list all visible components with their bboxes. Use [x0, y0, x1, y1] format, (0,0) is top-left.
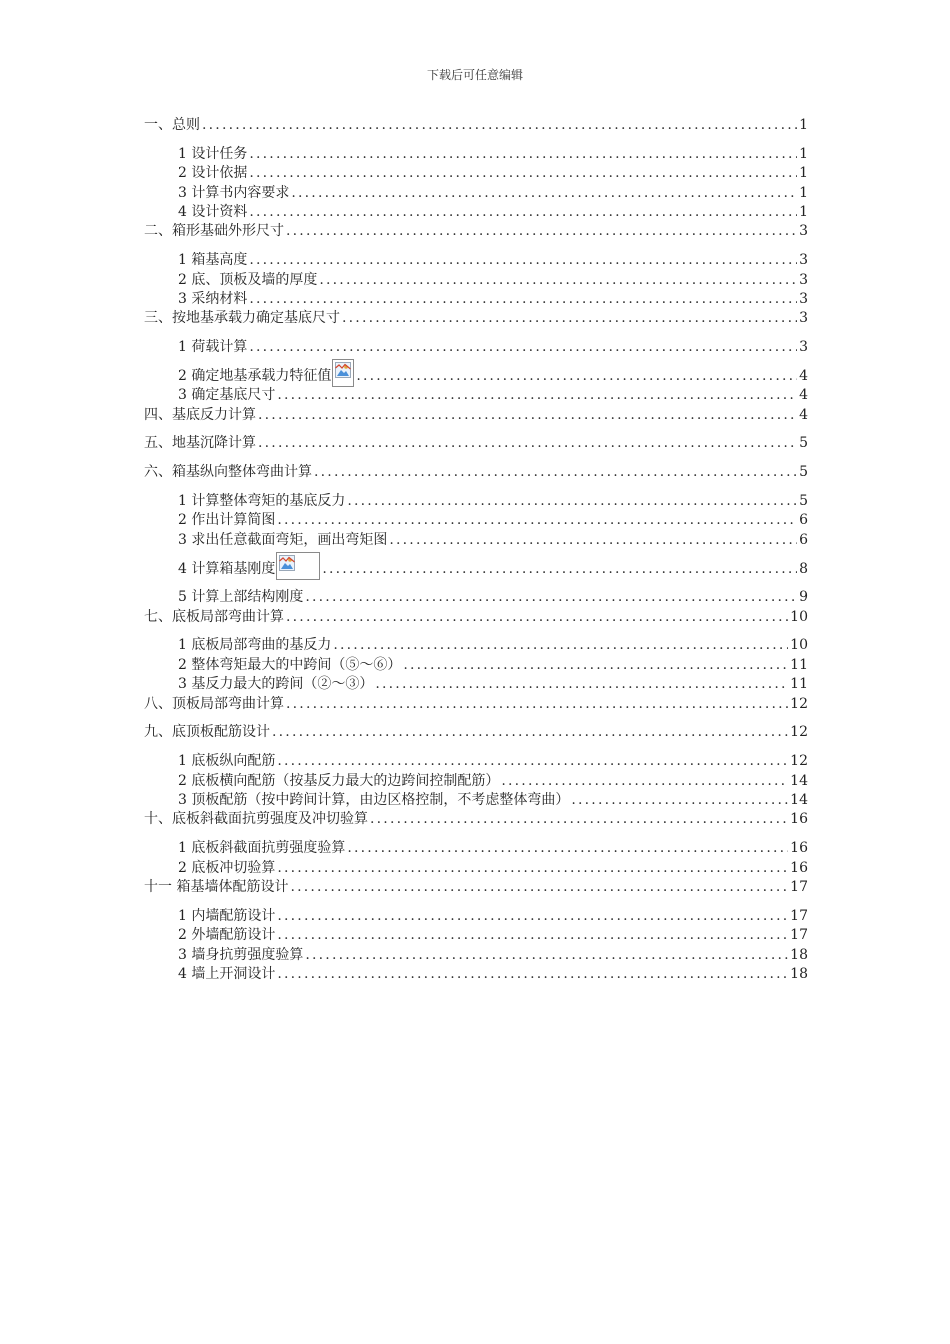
toc-section-entry[interactable]: [144, 810, 808, 829]
toc-entry-label: 2 底板冲切验算: [178, 859, 276, 876]
toc-dot-leader: [258, 434, 797, 453]
toc-entry-label: 五、地基沉降计算: [144, 435, 256, 452]
toc-page-number: 18: [790, 965, 808, 982]
toc-entry-label: 1 设计任务: [178, 145, 248, 162]
toc-entry-title: [178, 588, 303, 607]
toc-entry-title: [178, 752, 275, 771]
toc-page-number: 14: [790, 792, 808, 808]
toc-dot-leader: [202, 116, 797, 135]
toc-entry-title: [144, 695, 284, 714]
toc-entry-label: 2 作出计算简图: [178, 512, 276, 529]
toc-subsection-entry[interactable]: [144, 588, 808, 607]
toc-entry-label: 1 箱基高度: [178, 252, 248, 269]
toc-entry-label: 2 底板横向配筋（按基反力最大的边跨间控制配筋）: [178, 772, 500, 789]
toc-dot-leader: [314, 463, 797, 482]
toc-entry-title: [178, 791, 569, 810]
toc-page-number: 17: [790, 878, 808, 895]
toc-entry-label: 1 计算整体弯矩的基底反力: [178, 492, 346, 509]
toc-page-number: 17: [790, 907, 808, 924]
toc-entry-title: [178, 251, 247, 270]
toc-entry-label: 2 整体弯矩最大的中跨间（⑤～⑥）: [178, 656, 402, 673]
toc-section-entry[interactable]: [144, 878, 808, 897]
toc-entry-label: 4 设计资料: [178, 203, 248, 220]
toc-entry-title: [178, 907, 275, 926]
toc-entry-label: 三、按地基承载力确定基底尺寸: [144, 310, 340, 327]
toc-subsection-entry[interactable]: [144, 791, 808, 810]
toc-dot-leader: [286, 608, 788, 627]
toc-dot-leader: [375, 675, 788, 694]
toc-subsection-entry[interactable]: [144, 675, 808, 694]
toc-entry-title: [144, 434, 256, 453]
toc-section-entry[interactable]: [144, 463, 808, 482]
toc-dot-leader: [277, 752, 788, 771]
toc-dot-leader: [249, 251, 797, 270]
toc-page-number: 3: [799, 252, 808, 269]
toc-dot-leader: [249, 145, 797, 164]
toc-entry-title: [178, 636, 331, 655]
toc-entry-label: 一、总则: [144, 116, 200, 133]
toc-entry-label: 2 外墙配筋设计: [178, 927, 276, 944]
toc-entry-label: 2 确定地基承载力特征值: [178, 367, 332, 384]
toc-entry-title: [178, 271, 317, 290]
toc-entry-title: [178, 926, 275, 945]
toc-entry-title: [178, 164, 247, 183]
toc-dot-leader: [347, 839, 788, 858]
toc-entry-label: 3 计算书内容要求: [178, 184, 290, 201]
toc-page-number: 1: [799, 203, 808, 220]
toc-entry-title: [178, 359, 354, 386]
toc-dot-leader: [319, 271, 797, 290]
toc-entry-title: [144, 608, 284, 627]
toc-subsection-entry[interactable]: [144, 859, 808, 878]
toc-page-number: 3: [799, 290, 808, 307]
toc-entry-title: [178, 511, 275, 530]
toc-entry-label: 八、顶板局部弯曲计算: [144, 695, 284, 712]
toc-page-number: 3: [799, 223, 808, 240]
toc-page-number: 1: [799, 165, 808, 182]
toc-entry-label: 2 设计依据: [178, 165, 248, 182]
toc-entry-title: [178, 839, 345, 858]
toc-subsection-entry[interactable]: [144, 164, 808, 183]
broken-image-icon: [276, 552, 320, 580]
toc-entry-label: 3 基反力最大的跨间（②～③）: [178, 676, 374, 693]
toc-entry-title: [178, 965, 275, 984]
toc-dot-leader: [322, 560, 797, 579]
toc-entry-title: [178, 145, 247, 164]
toc-page-number: 1: [799, 184, 808, 201]
toc-entry-title: [178, 531, 387, 550]
toc-page-number: 16: [790, 859, 808, 876]
toc-dot-leader: [389, 531, 797, 550]
toc-entry-title: [144, 222, 284, 241]
toc-dot-leader: [258, 406, 797, 425]
toc-subsection-entry[interactable]: [144, 926, 808, 945]
toc-dot-leader: [277, 907, 788, 926]
toc-section-entry[interactable]: [144, 406, 808, 425]
toc-page-number: 3: [799, 339, 808, 356]
toc-page-number: 17: [790, 927, 808, 944]
table-of-contents: [144, 116, 808, 984]
toc-page-number: 8: [799, 560, 808, 577]
toc-dot-leader: [347, 492, 797, 511]
toc-subsection-entry[interactable]: [144, 637, 808, 656]
toc-dot-leader: [571, 791, 788, 810]
toc-dot-leader: [356, 367, 797, 386]
toc-dot-leader: [249, 338, 797, 357]
toc-dot-leader: [277, 859, 788, 878]
toc-dot-leader: [403, 656, 788, 675]
toc-page-number: 16: [790, 811, 808, 828]
toc-dot-leader: [286, 222, 797, 241]
toc-page-number: 14: [790, 772, 808, 789]
toc-section-entry[interactable]: [144, 723, 808, 742]
toc-dot-leader: [249, 290, 797, 309]
toc-dot-leader: [277, 386, 797, 405]
broken-image-icon: [279, 555, 295, 571]
toc-entry-title: [144, 463, 312, 482]
toc-section-entry[interactable]: [144, 116, 808, 135]
toc-subsection-entry[interactable]: [144, 492, 808, 511]
toc-page-number: 5: [799, 492, 808, 509]
toc-dot-leader: [272, 723, 788, 742]
toc-subsection-entry[interactable]: [144, 531, 808, 550]
toc-entry-title: [144, 810, 368, 829]
toc-page-number: 10: [790, 637, 808, 654]
toc-subsection-entry[interactable]: [144, 907, 808, 926]
toc-subsection-entry[interactable]: [144, 772, 808, 791]
toc-subsection-entry[interactable]: [144, 271, 808, 290]
toc-entry-label: 3 求出任意截面弯矩，画出弯矩图: [178, 531, 388, 548]
toc-entry-label: 七、底板局部弯曲计算: [144, 608, 284, 625]
toc-entry-label: 二、箱形基础外形尺寸: [144, 223, 284, 240]
toc-subsection-entry[interactable]: [144, 656, 808, 675]
toc-entry-label: 1 底板纵向配筋: [178, 753, 276, 770]
toc-subsection-entry[interactable]: [144, 752, 808, 771]
toc-dot-leader: [277, 965, 788, 984]
toc-dot-leader: [305, 946, 788, 965]
toc-subsection-entry[interactable]: [144, 511, 808, 530]
toc-subsection-entry[interactable]: [144, 560, 808, 579]
toc-section-entry[interactable]: [144, 309, 808, 328]
toc-entry-title: [178, 675, 373, 694]
toc-subsection-entry[interactable]: [144, 946, 808, 965]
toc-subsection-entry[interactable]: [144, 386, 808, 405]
toc-subsection-entry[interactable]: [144, 965, 808, 984]
toc-entry-title: [178, 656, 401, 675]
toc-entry-label: 3 采纳材料: [178, 290, 248, 307]
toc-entry-title: [144, 309, 340, 328]
toc-dot-leader: [333, 636, 788, 655]
toc-subsection-entry[interactable]: [144, 251, 808, 270]
toc-page-number: 5: [799, 435, 808, 452]
toc-page-number: 4: [799, 406, 808, 423]
toc-dot-leader: [249, 203, 797, 222]
toc-page-number: 6: [799, 512, 808, 529]
toc-entry-title: [178, 184, 289, 203]
toc-page-number: 3: [799, 271, 808, 288]
broken-image-icon: [335, 362, 351, 378]
toc-page-number: 11: [790, 656, 808, 673]
toc-page-number: 1: [799, 145, 808, 162]
broken-image-icon: [332, 359, 354, 387]
toc-page-number: 3: [799, 310, 808, 327]
toc-section-entry[interactable]: [144, 608, 808, 627]
toc-entry-title: [178, 386, 275, 405]
toc-entry-label: 1 荷载计算: [178, 339, 248, 356]
toc-entry-title: [144, 406, 256, 425]
toc-entry-label: 九、底顶板配筋设计: [144, 724, 270, 741]
toc-page-number: 9: [799, 589, 808, 606]
toc-entry-label: 十一 箱基墙体配筋设计: [144, 878, 289, 895]
toc-page-number: 18: [790, 946, 808, 963]
toc-subsection-entry[interactable]: [144, 839, 808, 858]
toc-entry-title: [178, 492, 345, 511]
toc-entry-title: [144, 116, 200, 135]
toc-entry-label: 4 墙上开洞设计: [178, 965, 276, 982]
toc-subsection-entry[interactable]: [144, 338, 808, 357]
toc-dot-leader: [291, 184, 797, 203]
toc-entry-title: [178, 859, 275, 878]
toc-dot-leader: [305, 588, 797, 607]
toc-page-number: 4: [799, 367, 808, 384]
toc-subsection-entry[interactable]: [144, 145, 808, 164]
toc-page-number: 6: [799, 531, 808, 548]
toc-entry-title: [178, 552, 320, 579]
toc-page-number: 5: [799, 464, 808, 481]
toc-entry-label: 六、箱基纵向整体弯曲计算: [144, 464, 312, 481]
toc-entry-label: 1 内墙配筋设计: [178, 907, 276, 924]
toc-section-entry[interactable]: [144, 434, 808, 453]
toc-subsection-entry[interactable]: [144, 290, 808, 309]
toc-dot-leader: [249, 164, 797, 183]
toc-entry-label: 5 计算上部结构刚度: [178, 589, 304, 606]
toc-entry-title: [144, 878, 288, 897]
toc-dot-leader: [277, 511, 797, 530]
toc-dot-leader: [342, 309, 797, 328]
toc-subsection-entry[interactable]: [144, 184, 808, 203]
toc-entry-title: [178, 338, 247, 357]
toc-page-number: 10: [790, 608, 808, 625]
toc-page-number: 12: [790, 724, 808, 741]
toc-entry-title: [178, 946, 303, 965]
toc-entry-label: 十、底板斜截面抗剪强度及冲切验算: [144, 811, 368, 828]
toc-entry-title: [178, 772, 499, 791]
page-header-note: 下载后可任意编辑: [426, 68, 523, 82]
toc-page-number: 16: [790, 840, 808, 857]
toc-section-entry[interactable]: [144, 222, 808, 241]
toc-entry-label: 1 底板斜截面抗剪强度验算: [178, 840, 346, 857]
toc-dot-leader: [277, 926, 788, 945]
toc-entry-title: [178, 203, 247, 222]
toc-dot-leader: [370, 810, 788, 829]
toc-entry-label: 3 确定基底尺寸: [178, 387, 276, 404]
toc-page-number: 1: [799, 116, 808, 133]
toc-section-entry[interactable]: [144, 695, 808, 714]
toc-dot-leader: [290, 878, 788, 897]
toc-subsection-entry[interactable]: [144, 203, 808, 222]
toc-entry-label: 2 底、顶板及墙的厚度: [178, 271, 318, 288]
toc-page-number: 11: [790, 676, 808, 693]
toc-dot-leader: [501, 772, 788, 791]
toc-dot-leader: [286, 695, 788, 714]
toc-page-number: 12: [790, 695, 808, 712]
toc-subsection-entry[interactable]: [144, 367, 808, 386]
toc-page-number: 4: [799, 387, 808, 404]
toc-entry-label: 3 墙身抗剪强度验算: [178, 946, 304, 963]
toc-entry-title: [144, 723, 270, 742]
toc-entry-label: 3 顶板配筋（按中跨间计算，由边区格控制，不考虑整体弯曲）: [178, 792, 570, 808]
toc-entry-title: [178, 290, 247, 309]
toc-entry-label: 1 底板局部弯曲的基反力: [178, 637, 332, 654]
toc-page-number: 12: [790, 753, 808, 770]
toc-entry-label: 四、基底反力计算: [144, 406, 256, 423]
toc-entry-label: 4 计算箱基刚度: [178, 560, 276, 577]
